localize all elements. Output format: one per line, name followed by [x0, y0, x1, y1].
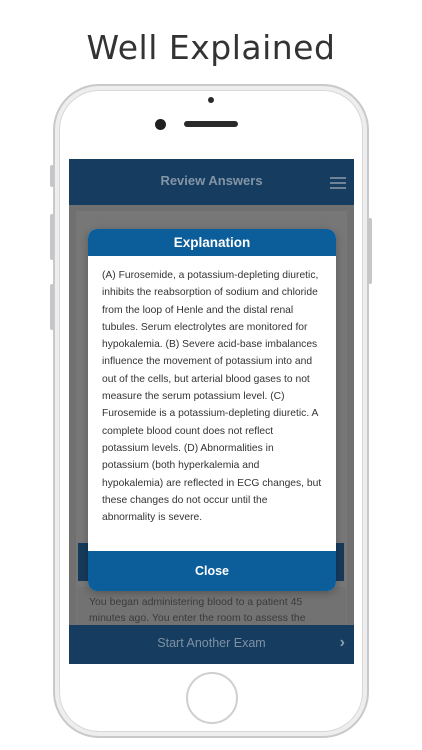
power-button [368, 218, 372, 284]
start-another-exam-button[interactable] [69, 625, 354, 664]
home-button[interactable] [186, 672, 238, 724]
volume-down-button [50, 284, 54, 330]
volume-up-button [50, 214, 54, 260]
start-another-exam-label: Start Another Exam [157, 636, 266, 650]
page-title: Review Answers [160, 173, 263, 188]
hamburger-menu-icon[interactable] [330, 177, 346, 189]
explanation-modal [88, 229, 336, 591]
navigation-bar [69, 159, 354, 205]
modal-title: Explanation [88, 229, 336, 256]
question-text: You began administering blood to a patient 45 minutes ago. You enter the room to assess the [89, 596, 306, 624]
chevron-right-icon: › [339, 634, 345, 651]
proximity-sensor-icon [208, 97, 214, 103]
mute-switch [50, 165, 54, 187]
earpiece-speaker [184, 121, 238, 127]
explanation-text: (A) Furosemide, a potassium-depleting diuretic, inhibits the reabsorption of sodium and chloride from the loop of Henle and the distal renal tubules. Serum electrolytes are monitored for hypokalemia. (B) Severe acid-base imbalances influence the movement of potassium into and out of the cells, but arterial blood gases to not measure the serum potassium level. (C) Furosemide is a potassium-depleting diuretic. A complete blood count does not reflect potassium levels. (D) Abnormalities in potassium (both hyperkalemia and hypokalemia) are reflected in ECG changes, but these changes do not occur until the abnormality is severe. [102, 270, 322, 524]
headline: Well Explained [86, 28, 336, 67]
front-camera-icon [155, 119, 166, 130]
close-button[interactable]: Close [88, 551, 336, 591]
